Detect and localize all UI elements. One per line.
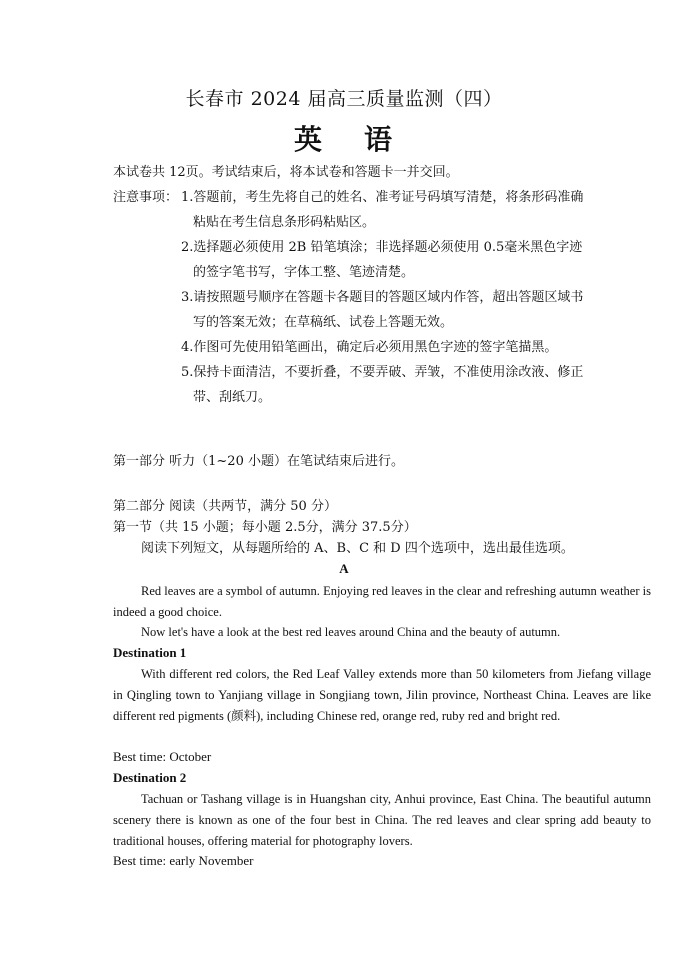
destination-2-best-time: Best time: early November: [113, 853, 254, 868]
subject-char-1: 英: [293, 123, 324, 156]
note-4: 4.作图可先使用铅笔画出，确定后必须用黑色字迹的签字笔描黑。: [181, 340, 558, 355]
destination-2-heading: Destination 2: [113, 770, 187, 785]
reading-instruction: 阅读下列短文，从每题所给的 A、B、C 和 D 四个选项中，选出最佳选项。: [141, 541, 574, 556]
exam-title: 长春市 2024 届高三质量监测（四）: [185, 88, 503, 110]
note-3-line-1: 3.请按照题号顺序在答题卡各题目的答题区域内作答，超出答题区域书: [181, 290, 584, 305]
destination-2-text-body: Tachuan or Tashang village is in Huangshan city, Anhui province, East China. The beautiful autumn scenery there is known as one of the four best in China. The red leaves and clear spring add beauty to traditional houses, offering material for photography lovers.: [113, 792, 651, 848]
exam-intro: 本试卷共 12页。考试结束后，将本试卷和答题卡一并交回。: [113, 165, 459, 180]
passage-paragraph-2-text: Now let's have a look at the best red leaves around China and the beauty of autumn.: [141, 625, 561, 639]
subject-char-2: 语: [364, 123, 395, 156]
destination-1-text: [113, 664, 651, 727]
passage-paragraph-1-text: Red leaves are a symbol of autumn. Enjoying red leaves in the clear and refreshing autumn weather is indeed a good choice.: [113, 584, 651, 619]
destination-2-text: [113, 789, 651, 852]
note-2-line-1: 2.选择题必须使用 2B 铅笔填涂；非选择题必须使用 0.5毫米黑色字迹: [181, 240, 583, 255]
passage-label: A: [339, 561, 349, 576]
destination-1-text-body: With different red colors, the Red Leaf Valley extends more than 50 kilometers from Jiefang village in Qingling town to Yanjiang village in Songjiang town, Jilin province, Northeast China. Leaves are like different red pigments (颜料), including Chinese red, orange red, ruby red and bright red.: [113, 667, 651, 723]
note-5-line-2: 带、刮纸刀。: [193, 390, 272, 405]
notes-label: 注意事项：: [113, 190, 179, 205]
part-1-heading: 第一部分 听力（1~20 小题）在笔试结束后进行。: [113, 454, 404, 469]
passage-paragraph-2: [113, 622, 651, 643]
note-5-line-1: 5.保持卡面清洁，不要折叠，不要弄破、弄皱，不准使用涂改液、修正: [181, 365, 584, 380]
destination-1-heading: Destination 1: [113, 645, 187, 660]
section-1-heading: 第一节（共 15 小题；每小题 2.5分，满分 37.5分）: [113, 520, 417, 535]
note-2-line-2: 的签字笔书写，字体工整、笔迹清楚。: [193, 265, 415, 280]
destination-1-best-time: Best time: October: [113, 749, 212, 764]
note-1-line-2: 粘贴在考生信息条形码粘贴区。: [193, 215, 376, 230]
passage-paragraph-1: [113, 581, 651, 623]
note-3-line-2: 写的答案无效；在草稿纸、试卷上答题无效。: [193, 315, 454, 330]
part-2-heading: 第二部分 阅读（共两节，满分 50 分）: [113, 499, 337, 514]
subject-title: [0, 118, 688, 158]
note-1-line-1: 1.答题前，考生先将自己的姓名、准考证号码填写清楚，将条形码准确: [181, 190, 584, 205]
